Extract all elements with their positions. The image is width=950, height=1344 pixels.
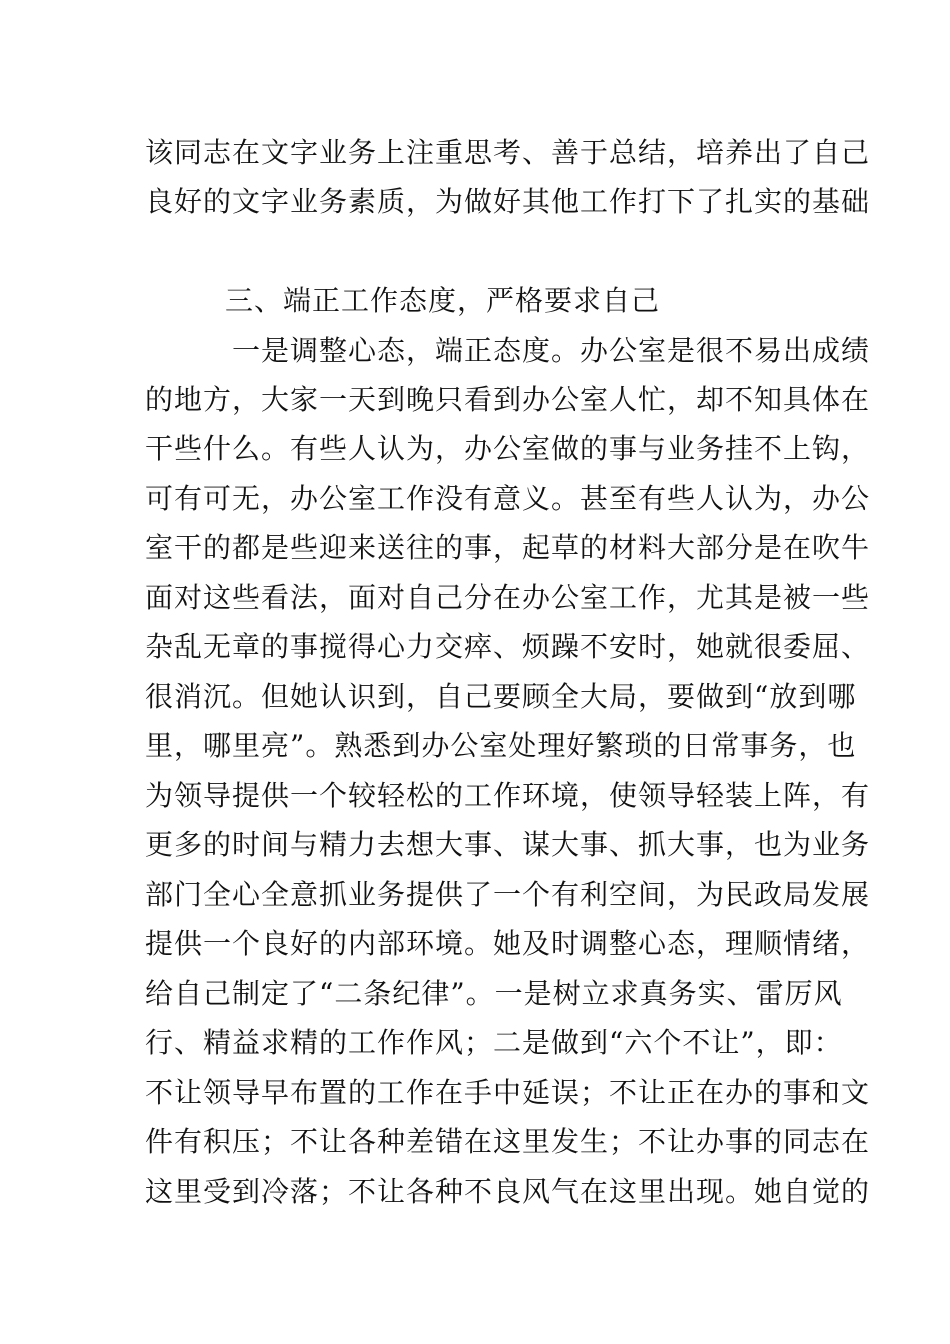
paragraph-line: 该同志在文字业务上注重思考、善于总结，培养出了自己 — [145, 136, 871, 169]
section-heading: 三、端正工作态度，严格要求自己 — [225, 284, 661, 317]
paragraph-line: 可有可无，办公室工作没有意义。甚至有些人认为，办公 — [145, 482, 871, 515]
paragraph-line: 为领导提供一个较轻松的工作环境，使领导轻装上阵，有 — [145, 779, 871, 812]
paragraph-line: 这里受到冷落；不让各种不良风气在这里出现。她自觉的 — [145, 1175, 871, 1208]
paragraph-line: 一是调整心态，端正态度。办公室是很不易出成绩 — [232, 334, 871, 367]
paragraph-line: 提供一个良好的内部环境。她及时调整心态，理顺情绪， — [145, 927, 871, 960]
paragraph-line: 面对这些看法，面对自己分在办公室工作，尤其是被一些 — [145, 581, 871, 614]
paragraph-line: 很消沉。但她认识到，自己要顾全大局，要做到“放到哪 — [145, 680, 857, 713]
paragraph-line: 的地方，大家一天到晚只看到办公室人忙，却不知具体在 — [145, 383, 871, 416]
paragraph-line: 干些什么。有些人认为，办公室做的事与业务挂不上钩， — [145, 432, 871, 465]
paragraph-line: 不让领导早布置的工作在手中延误；不让正在办的事和文 — [145, 1076, 871, 1109]
paragraph-line: 行、精益求精的工作作风；二是做到“六个不让”，即： — [145, 1026, 843, 1059]
paragraph-line: 良好的文字业务素质，为做好其他工作打下了扎实的基础 — [145, 185, 871, 218]
paragraph-line: 室干的都是些迎来送往的事，起草的材料大部分是在吹牛 — [145, 531, 871, 564]
paragraph-line: 里，哪里亮”。熟悉到办公室处理好繁琐的日常事务，也 — [145, 729, 857, 762]
paragraph-line: 部门全心全意抓业务提供了一个有利空间，为民政局发展 — [145, 878, 871, 911]
paragraph-line: 件有积压；不让各种差错在这里发生；不让办事的同志在 — [145, 1125, 871, 1158]
paragraph-line: 更多的时间与精力去想大事、谋大事、抓大事，也为业务 — [145, 828, 871, 861]
paragraph-line: 杂乱无章的事搅得心力交瘁、烦躁不安时，她就很委屈、 — [145, 630, 871, 663]
paragraph-line: 给自己制定了“二条纪律”。一是树立求真务实、雷厉风 — [145, 977, 843, 1010]
